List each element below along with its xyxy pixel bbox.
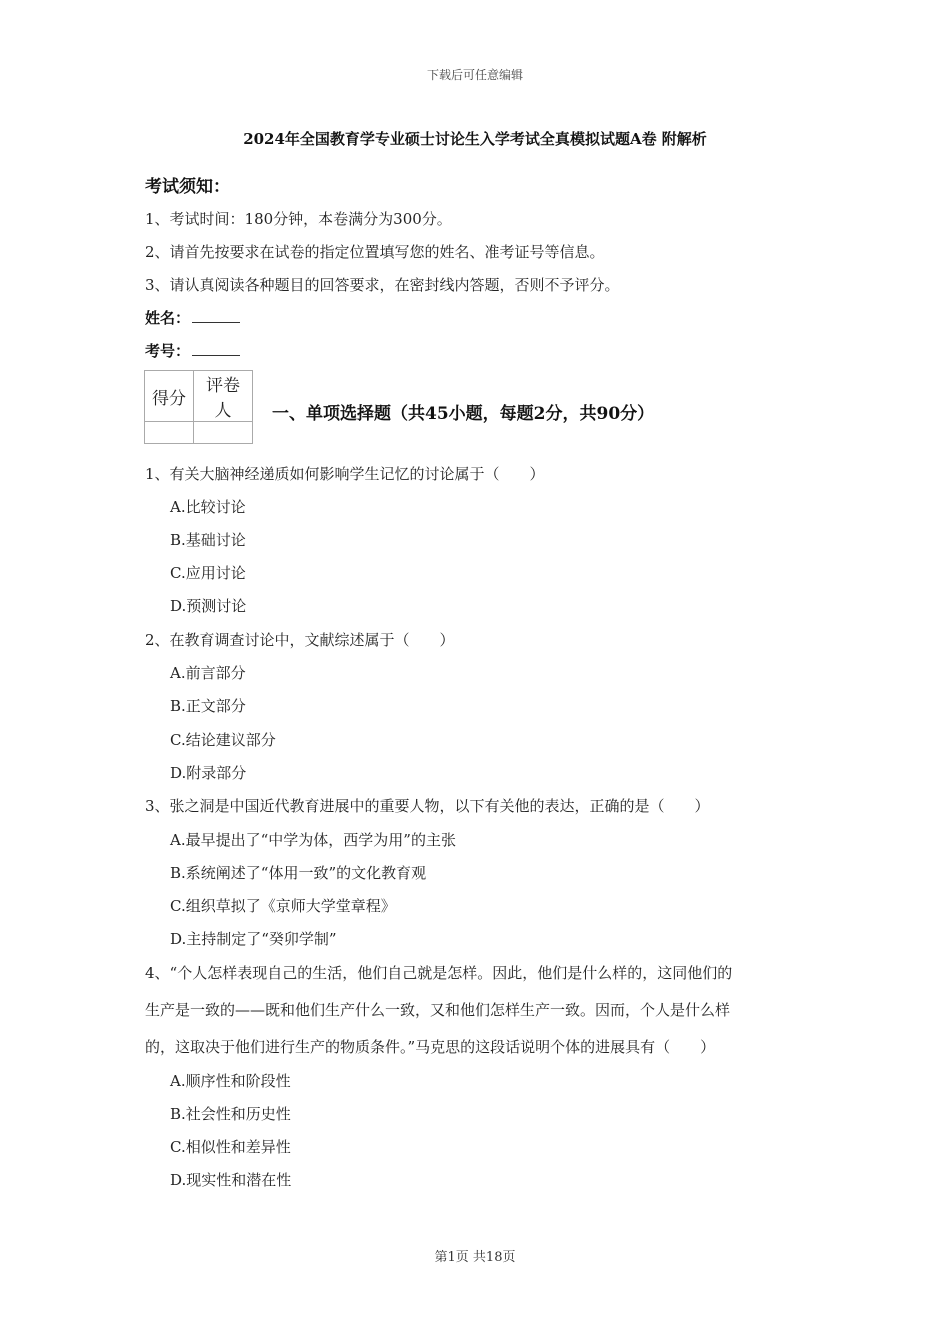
page-footer: 第1页 共18页 bbox=[434, 1250, 516, 1265]
question-3-option-a[interactable]: A.最早提出了“中学为体，西学为用”的主张 bbox=[170, 831, 456, 849]
question-4-option-b[interactable]: B.社会性和历史性 bbox=[170, 1105, 291, 1123]
question-4-stem-line: 的，这取决于他们进行生产的物质条件。”马克思的这段话说明个体的进展具有（ ） bbox=[145, 1038, 716, 1056]
question-1-option-d[interactable]: D.预测讨论 bbox=[170, 597, 247, 615]
notice-heading: 考试须知： bbox=[145, 177, 230, 197]
score-cell[interactable] bbox=[145, 422, 194, 444]
question-3-option-b[interactable]: B.系统阐述了“体用一致”的文化教育观 bbox=[170, 864, 427, 882]
id-field[interactable] bbox=[145, 340, 240, 361]
id-label: 考号： bbox=[145, 342, 191, 360]
question-2-option-d[interactable]: D.附录部分 bbox=[170, 764, 247, 782]
question-3-option-d[interactable]: D.主持制定了“癸卯学制” bbox=[170, 930, 337, 948]
question-2-option-a[interactable]: A.前言部分 bbox=[170, 664, 246, 682]
question-3-stem: 3、张之洞是中国近代教育进展中的重要人物，以下有关他的表达，正确的是（ ） bbox=[145, 797, 710, 815]
header-note: 下载后可任意编辑 bbox=[426, 68, 523, 82]
question-1-stem: 1、有关大脑神经递质如何影响学生记忆的讨论属于（ ） bbox=[145, 465, 545, 483]
notice-item: 2、请首先按要求在试卷的指定位置填写您的姓名、准考证号等信息。 bbox=[145, 243, 605, 261]
question-1-option-b[interactable]: B.基础讨论 bbox=[170, 531, 246, 549]
name-field[interactable] bbox=[145, 307, 240, 328]
name-blank[interactable] bbox=[192, 308, 240, 323]
question-4-stem-line: 生产是一致的——既和他们生产什么一致，又和他们怎样生产一致。因而，个人是什么样 bbox=[145, 1001, 731, 1019]
grader-cell[interactable] bbox=[194, 422, 253, 444]
question-1-option-a[interactable]: A.比较讨论 bbox=[170, 498, 246, 516]
question-1-option-c[interactable]: C.应用讨论 bbox=[170, 564, 246, 582]
grader-header: 评卷人 bbox=[194, 371, 253, 422]
score-table bbox=[144, 370, 253, 444]
question-4-stem-line: 4、“个人怎样表现自己的生活，他们自己就是怎样。因此，他们是什么样的，这同他们的 bbox=[145, 964, 733, 982]
notice-item: 1、考试时间：180分钟，本卷满分为300分。 bbox=[145, 210, 452, 228]
question-2-option-b[interactable]: B.正文部分 bbox=[170, 697, 246, 715]
id-blank[interactable] bbox=[192, 341, 240, 356]
question-4-option-a[interactable]: A.顺序性和阶段性 bbox=[170, 1072, 291, 1090]
question-4-option-c[interactable]: C.相似性和差异性 bbox=[170, 1138, 291, 1156]
score-header: 得分 bbox=[145, 371, 194, 422]
question-3-option-c[interactable]: C.组织草拟了《京师大学堂章程》 bbox=[170, 897, 396, 915]
question-2-option-c[interactable]: C.结论建议部分 bbox=[170, 731, 276, 749]
name-label: 姓名： bbox=[145, 309, 191, 327]
notice-item: 3、请认真阅读各种题目的回答要求，在密封线内答题，否则不予评分。 bbox=[145, 276, 620, 294]
document-title: 2024年全国教育学专业硕士讨论生入学考试全真模拟试题A卷 附解析 bbox=[243, 130, 707, 148]
section-title: 一、单项选择题（共45小题，每题2分，共90分） bbox=[272, 404, 655, 424]
question-2-stem: 2、在教育调查讨论中，文献综述属于（ ） bbox=[145, 631, 455, 649]
question-4-option-d[interactable]: D.现实性和潜在性 bbox=[170, 1171, 292, 1189]
